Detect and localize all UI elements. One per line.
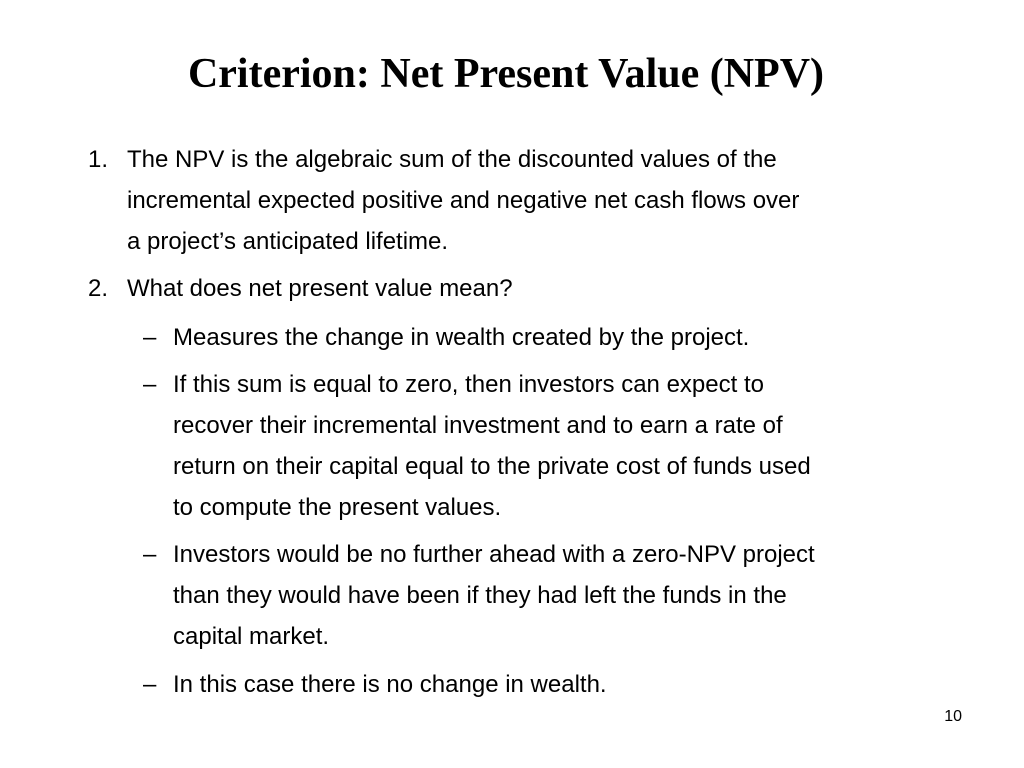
- dash-bullet: –: [143, 324, 157, 351]
- slide-title: Criterion: Net Present Value (NPV): [187, 51, 825, 97]
- sub-item-text-line: return on their capital equal to the private cost of funds used: [173, 453, 811, 480]
- sub-item-text: [173, 664, 607, 705]
- item-text-line: The NPV is the algebraic sum of the discounted values of the: [127, 146, 777, 173]
- sub-item-text-line: Investors would be no further ahead with a zero-NPV project: [173, 541, 815, 568]
- item-text-line: What does net present value mean?: [127, 275, 513, 302]
- item-text: [127, 268, 513, 309]
- sub-item-text-line: recover their incremental investment and to earn a rate of: [173, 412, 783, 439]
- item-number: 2.: [88, 275, 109, 302]
- item-text-line: incremental expected positive and negative net cash flows over: [127, 187, 800, 214]
- sub-item-text: [173, 534, 815, 657]
- sub-item-text-line: capital market.: [173, 623, 330, 650]
- sub-item-text-line: to compute the present values.: [173, 494, 502, 521]
- sub-item-text-line: If this sum is equal to zero, then investors can expect to: [173, 371, 764, 398]
- item-text-line: a project’s anticipated lifetime.: [127, 228, 449, 255]
- sub-item-text: [173, 364, 811, 528]
- sub-item-text-line: In this case there is no change in wealth.: [173, 671, 607, 698]
- item-number: 1.: [88, 146, 109, 173]
- sub-item-text-line: Measures the change in wealth created by the project.: [173, 324, 750, 351]
- page-number: 10: [944, 708, 962, 725]
- dash-bullet: –: [143, 541, 157, 568]
- item-text: [127, 139, 799, 262]
- sub-item-text-line: than they would have been if they had left the funds in the: [173, 582, 787, 609]
- dash-bullet: –: [143, 671, 157, 698]
- dash-bullet: –: [143, 371, 157, 398]
- sub-item-text: [173, 317, 749, 358]
